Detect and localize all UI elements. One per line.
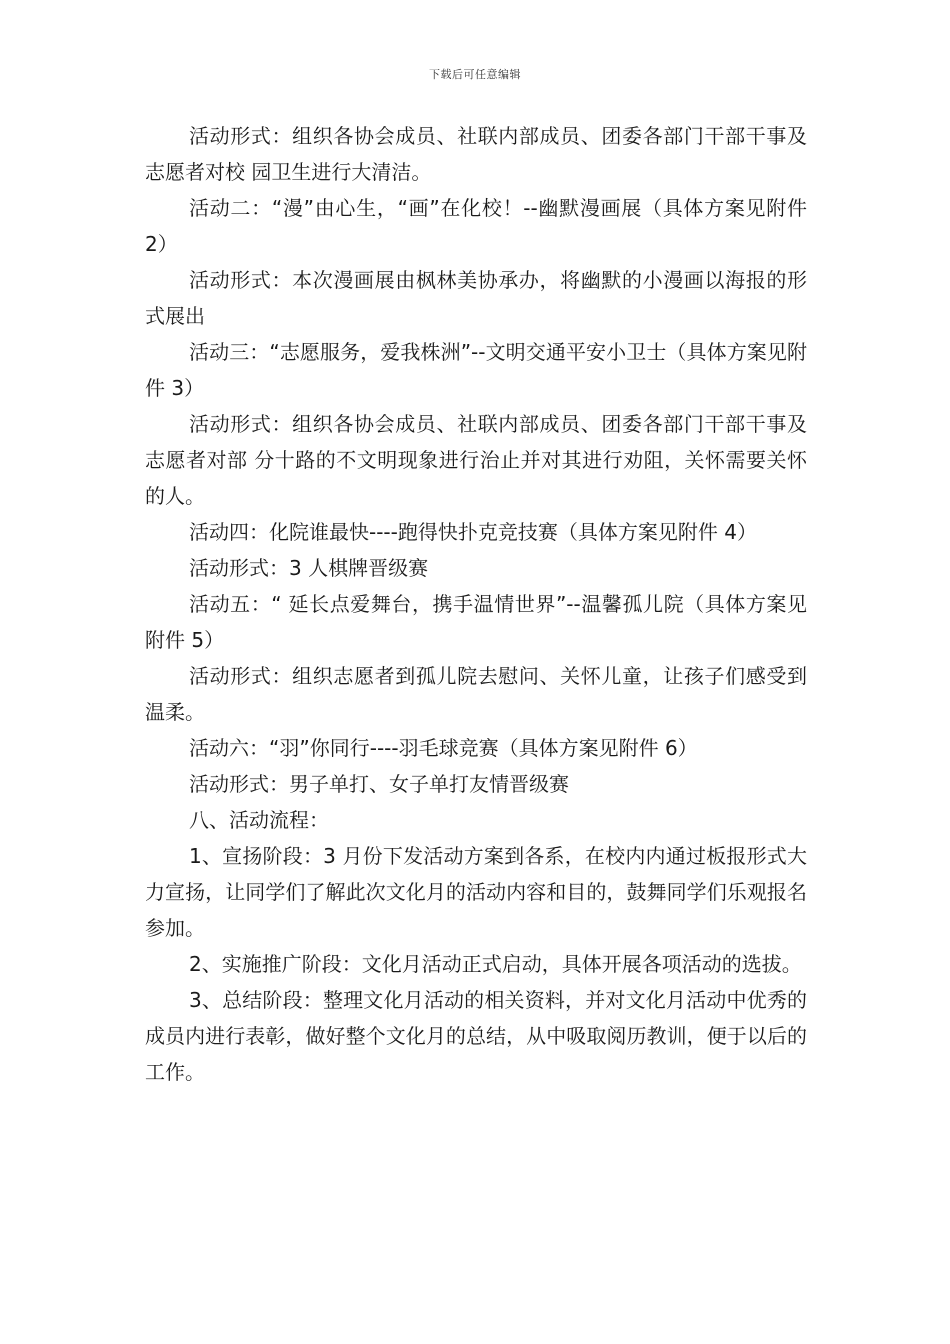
paragraph-stage-2: 2、实施推广阶段：文化月活动正式启动，具体开展各项活动的选拔。	[189, 952, 802, 976]
paragraph-stage-1: 1、宣扬阶段：3 月份下发活动方案到各系，在校内内通过板报形式大力宣扬，让同学们了解此次文化月的活动内容和目的，鼓舞同学们乐观报名参加。	[145, 844, 807, 940]
paragraph-activity-form-3: 活动形式：组织各协会成员、社联内部成员、团委各部门干部干事及志愿者对部 分十路的不文明现象进行治止并对其进行劝阻，关怀需要关怀的人。	[145, 412, 807, 508]
paragraph-activity-6: 活动六：“羽”你同行----羽毛球竞赛（具体方案见附件 6）	[189, 736, 698, 760]
paragraph-activity-form-1: 活动形式：组织各协会成员、社联内部成员、团委各部门干部干事及志愿者对校 园卫生进行大清洁。	[145, 124, 807, 184]
paragraph-activity-2: 活动二：“漫”由心生，“画”在化校！--幽默漫画展（具体方案见附件 2）	[145, 196, 807, 256]
document-body	[145, 118, 807, 1090]
section-heading-process: 八、活动流程：	[189, 808, 329, 832]
paragraph-activity-4: 活动四：化院谁最快----跑得快扑克竞技赛（具体方案见附件 4）	[189, 520, 757, 544]
paragraph-activity-3: 活动三：“志愿服务，爱我株洲”--文明交通平安小卫士（具体方案见附件 3）	[145, 340, 807, 400]
paragraph-activity-5: 活动五：“ 延长点爱舞台，携手温情世界”--温馨孤儿院（具体方案见附件 5）	[145, 592, 807, 652]
page-header-note: 下载后可任意编辑	[429, 68, 521, 81]
paragraph-activity-form-2: 活动形式：本次漫画展由枫林美协承办，将幽默的小漫画以海报的形式展出	[145, 268, 807, 328]
paragraph-activity-form-5: 活动形式：组织志愿者到孤儿院去慰问、关怀儿童，让孩子们感受到温柔。	[145, 664, 807, 724]
paragraph-stage-3: 3、总结阶段：整理文化月活动的相关资料，并对文化月活动中优秀的成员内进行表彰，做好整个文化月的总结，从中吸取阅历教训，便于以后的工作。	[145, 988, 807, 1084]
paragraph-activity-form-6: 活动形式：男子单打、女子单打友情晋级赛	[189, 772, 569, 796]
paragraph-activity-form-4: 活动形式：3 人棋牌晋级赛	[189, 556, 429, 580]
